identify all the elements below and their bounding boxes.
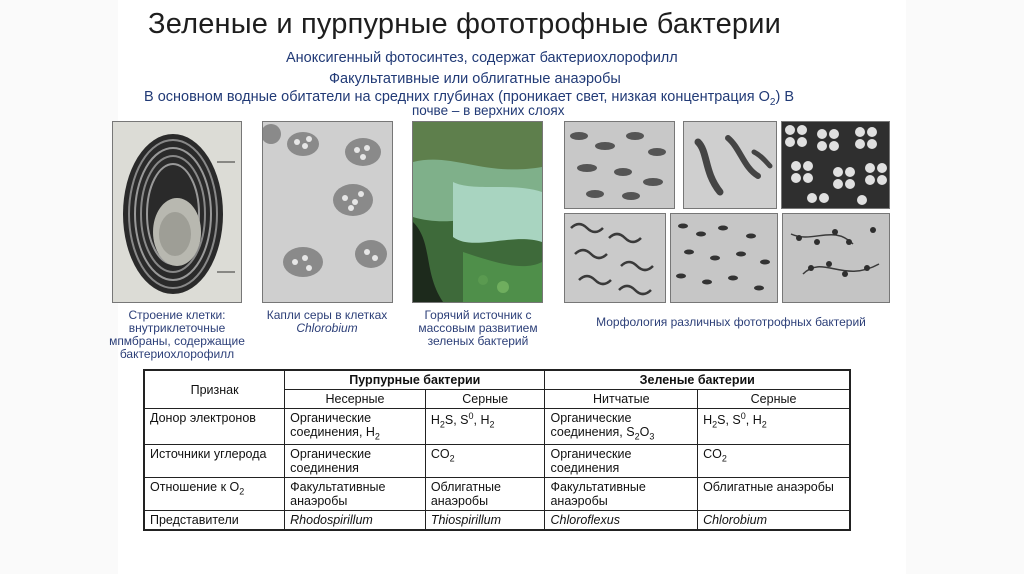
cell-carbon-green-filamentous: Органические соединения: [545, 444, 698, 477]
cell-donor-green-filamentous: Органические соединения, $S_2O_3$: [545, 409, 698, 445]
slide-title: Зеленые и пурпурные фототрофные бактерии: [148, 8, 782, 40]
morphology-image-3: [781, 121, 890, 209]
cell-oxygen-green-filamentous: Факультативные анаэробы: [545, 477, 698, 510]
cell-donor-purple-sulfur: $H_2S$, $S^0$, $H_2$: [425, 409, 545, 445]
caption-morphology: Морфология различных фототрофных бактерий: [596, 315, 866, 329]
header-green-sulfur: Серные: [698, 390, 850, 409]
cell-carbon-purple-nonsulfur: Органические соединения: [285, 444, 426, 477]
cell-reps-purple-nonsulfur: Rhodospirillum: [285, 510, 426, 530]
sulfur-droplets-image: [262, 121, 393, 303]
table-row: [144, 409, 850, 445]
subtitle-anaerobes: Факультативные или облигатные анаэробы: [329, 71, 621, 87]
morphology-image-6: [782, 213, 890, 303]
header-purple-sulfur: Серные: [425, 390, 545, 409]
row-label-oxygen-relation: Отношение к $O_2$: [144, 477, 285, 510]
row-label-representatives: Представители: [144, 510, 285, 530]
cell-oxygen-purple-nonsulfur: Факультативные анаэробы: [285, 477, 426, 510]
cell-donor-green-sulfur: $H_2S$, $S^0$, $H_2$: [698, 409, 850, 445]
subtitle-soil: почве – в верхних слоях: [412, 103, 565, 118]
cell-structure-image: [112, 121, 242, 303]
subtitle-photosynthesis: Аноксигенный фотосинтез, содержат бактериохлорофилл: [286, 50, 678, 66]
comparison-table: [143, 369, 851, 531]
table-row: [144, 510, 850, 530]
morphology-image-2: [683, 121, 777, 209]
morphology-image-5: [670, 213, 778, 303]
header-purple-nonsulfur: Несерные: [285, 390, 426, 409]
cell-oxygen-purple-sulfur: Облигатные анаэробы: [425, 477, 545, 510]
morphology-image-4: [564, 213, 666, 303]
cell-carbon-green-sulfur: $CO_2$: [698, 444, 850, 477]
cell-carbon-purple-sulfur: $CO_2$: [425, 444, 545, 477]
header-green-filamentous: Нитчатые: [545, 390, 698, 409]
cell-reps-purple-sulfur: Thiospirillum: [425, 510, 545, 530]
header-feature: Признак: [144, 370, 285, 409]
header-green-bacteria: Зеленые бактерии: [545, 370, 850, 390]
right-margin: [906, 0, 1024, 574]
cell-reps-green-sulfur: Chlorobium: [698, 510, 850, 530]
table-header-row: [144, 370, 850, 390]
cell-donor-purple-nonsulfur: Органические соединения, $H_2$: [285, 409, 426, 445]
cell-reps-green-filamentous: Chloroflexus: [545, 510, 698, 530]
caption-cell-structure: Строение клетки: внутриклеточные мпмбраны, содержащие бактериохлорофилл: [109, 308, 245, 361]
cell-oxygen-green-sulfur: Облигатные анаэробы: [698, 477, 850, 510]
morphology-image-1: [564, 121, 675, 209]
left-margin: [0, 0, 118, 574]
subtitle-habitat: В основном водные обитатели на средних глубинах (проникает свет, низкая концентрация $O_2$) В: [144, 89, 795, 108]
table-row: [144, 477, 850, 510]
caption-sulfur-droplets: Капли серы в клетках Chlorobium: [266, 308, 388, 335]
row-label-carbon-source: Источники углерода: [144, 444, 285, 477]
caption-hot-spring: Горячий источник с массовым развитием зеленых бактерий: [418, 308, 538, 348]
table-row: [144, 444, 850, 477]
row-label-electron-donor: Донор электронов: [144, 409, 285, 445]
hot-spring-image: [412, 121, 543, 303]
header-purple-bacteria: Пурпурные бактерии: [285, 370, 545, 390]
